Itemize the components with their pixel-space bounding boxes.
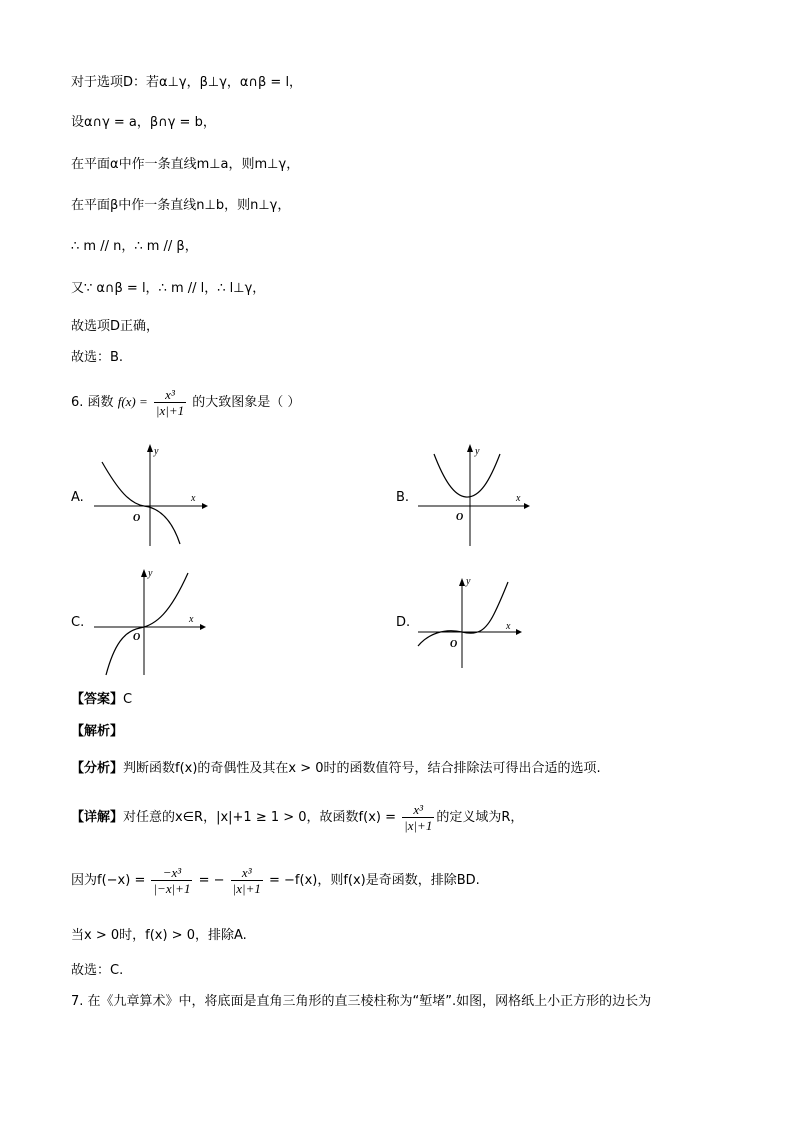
option-label-b: B. [396,490,410,505]
analysis-line [71,760,601,778]
numerator: x³ [241,864,252,880]
detail-text: = − [198,873,225,888]
fraction [154,388,186,418]
graph-d [414,570,534,675]
numerator: x³ [413,801,424,817]
question-number: 6. [71,395,84,410]
detail-text: 的定义域为R， [436,810,524,825]
fraction [231,866,263,896]
denominator: |−x|+1 [153,880,191,896]
text-line: 对于选项D：若α⊥γ，β⊥γ，α∩β = l， [71,75,303,90]
text-line: 又∵ α∩β = l，∴ m // l，∴ l⊥γ， [71,281,266,296]
graph-b [414,440,534,550]
denominator: |x|+1 [404,817,433,833]
function-expr: f(x) = [117,394,148,409]
axis-y-label: y [154,446,159,457]
option-label-d: D. [396,615,411,630]
text-line: 在平面α中作一条直线m⊥a，则m⊥γ， [71,157,300,172]
fenxi-text: 判断函数f(x)的奇偶性及其在x > 0时的函数值符号，结合排除法可得出合适的选项. [123,761,601,776]
axis-x-label: x [189,614,194,625]
question-6 [71,384,300,421]
fraction [151,866,192,896]
answer-tag: 【答案】 [71,692,124,707]
fenxi-tag: 【分析】 [71,761,124,776]
origin-label: O [133,632,141,643]
option-label-a: A. [71,490,84,505]
detail-text: 因为f(−x) = [71,873,146,888]
detail-line-3: 当x > 0时，f(x) > 0，排除A. [71,928,247,943]
detail-line-2 [71,863,480,899]
text-line: 设α∩γ = a，β∩γ = b， [71,115,216,130]
detail-line-4: 故选：C. [71,963,124,978]
graph-c [90,565,210,680]
question-prefix: 函数 [87,395,114,410]
answer-line [71,691,132,709]
next-question: 7. 在《九章算术》中，将底面是直角三角形的直三棱柱称为“堑堵”.如图，网格纸上小正方形的边长为 [71,994,652,1009]
axis-x-label: x [506,621,511,632]
axis-x-label: x [516,493,521,504]
graph-a [90,440,210,550]
detail-line-1 [71,800,523,836]
detail-tag: 【详解】 [71,810,124,825]
denominator: |x|+1 [232,880,261,896]
numerator: −x³ [162,864,182,880]
option-label-c: C. [71,615,85,630]
text-line: 故选：B. [71,350,124,365]
denominator: |x|+1 [155,402,185,418]
answer-value: C [123,692,133,707]
text-line: 在平面β中作一条直线n⊥b，则n⊥γ， [71,198,291,213]
detail-text: 对任意的x∈R，|x|+1 ≥ 1 > 0，故函数f(x) = [123,810,396,825]
text-line: ∴ m // n，∴ m // β， [71,239,198,254]
question-suffix: 的大致图象是（ ） [192,395,301,410]
axis-y-label: y [475,446,480,457]
analysis-tag: 【解析】 [71,724,124,739]
origin-label: O [456,512,464,523]
origin-label: O [450,639,458,650]
fraction [402,803,434,833]
origin-label: O [133,513,141,524]
text-line: 故选项D正确， [71,319,160,334]
numerator: x³ [165,386,175,402]
detail-text: = −f(x)，则f(x)是奇函数，排除BD. [269,873,480,888]
axis-y-label: y [466,576,471,587]
axis-y-label: y [148,568,153,579]
axis-x-label: x [191,493,196,504]
